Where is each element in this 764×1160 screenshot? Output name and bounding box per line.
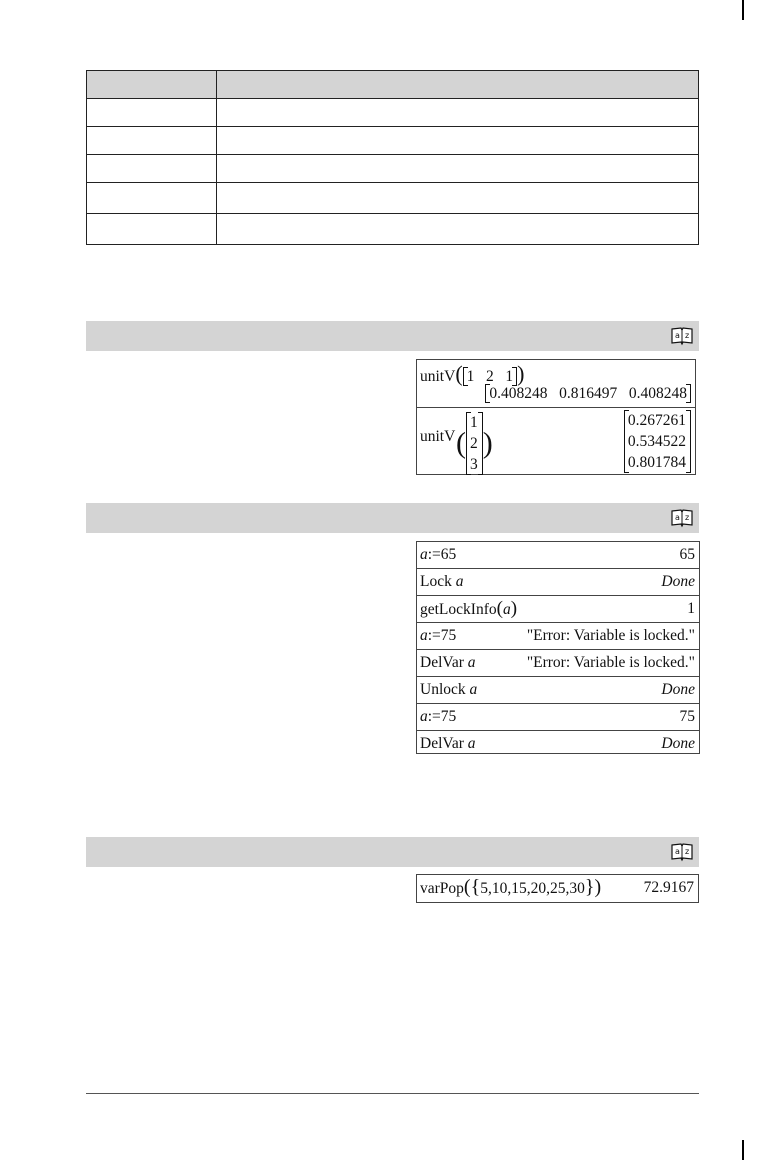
example-row: Unlock a Done bbox=[417, 677, 699, 704]
column-matrix: 1 2 3 bbox=[466, 412, 483, 475]
example-row: DelVar a Done bbox=[420, 735, 695, 752]
book-icon bbox=[671, 842, 693, 862]
svg-text:a: a bbox=[675, 847, 680, 856]
example-row: Lock a Done bbox=[417, 569, 699, 596]
table-row bbox=[87, 99, 699, 127]
table-row bbox=[87, 155, 699, 183]
unit-table bbox=[86, 70, 699, 245]
section-bar-unlock bbox=[86, 503, 699, 533]
function-name: varPop bbox=[420, 880, 464, 897]
crop-mark bbox=[742, 0, 744, 20]
section-bar-unitv bbox=[86, 321, 699, 351]
svg-text:a: a bbox=[675, 513, 680, 522]
example-row: varPop({5,10,15,20,25,30}) 72.9167 bbox=[420, 876, 694, 898]
result-row-matrix: 0.408248 0.816497 0.408248 bbox=[485, 384, 691, 403]
svg-text:z: z bbox=[685, 331, 690, 340]
unitv-col-example: unitV ( 1 2 3 ) 0.267261 0.534522 0.801784 bbox=[417, 408, 695, 474]
function-name: unitV bbox=[420, 368, 456, 385]
result-value: 72.9167 bbox=[643, 879, 694, 896]
book-icon bbox=[671, 326, 693, 346]
svg-text:a: a bbox=[675, 331, 680, 340]
table-row bbox=[87, 183, 699, 214]
crop-mark bbox=[742, 1140, 744, 1160]
svg-text:z: z bbox=[685, 513, 690, 522]
result-column-matrix: 0.267261 0.534522 0.801784 bbox=[624, 410, 691, 473]
example-row: DelVar a "Error: Variable is locked." bbox=[417, 650, 699, 677]
unitv-row-example: unitV( 1 2 1 ) 0.408248 0.816497 0.408248 bbox=[417, 360, 695, 408]
example-row: getLockInfo(a) 1 bbox=[417, 596, 699, 623]
unlock-example bbox=[416, 541, 700, 754]
varpop-example bbox=[416, 874, 699, 903]
example-row: a:=75 "Error: Variable is locked." bbox=[417, 623, 699, 650]
table-row bbox=[87, 214, 699, 245]
section-bar-varpop bbox=[86, 837, 699, 867]
unitv-example bbox=[416, 359, 696, 475]
footer-rule bbox=[86, 1093, 699, 1094]
example-row: a:=65 65 bbox=[417, 542, 699, 569]
example-row: a:=75 75 bbox=[417, 704, 699, 731]
svg-text:z: z bbox=[685, 847, 690, 856]
table-header-row bbox=[87, 71, 699, 99]
row-matrix: 1 2 1 bbox=[463, 367, 518, 386]
book-icon bbox=[671, 508, 693, 528]
table-row bbox=[87, 127, 699, 155]
